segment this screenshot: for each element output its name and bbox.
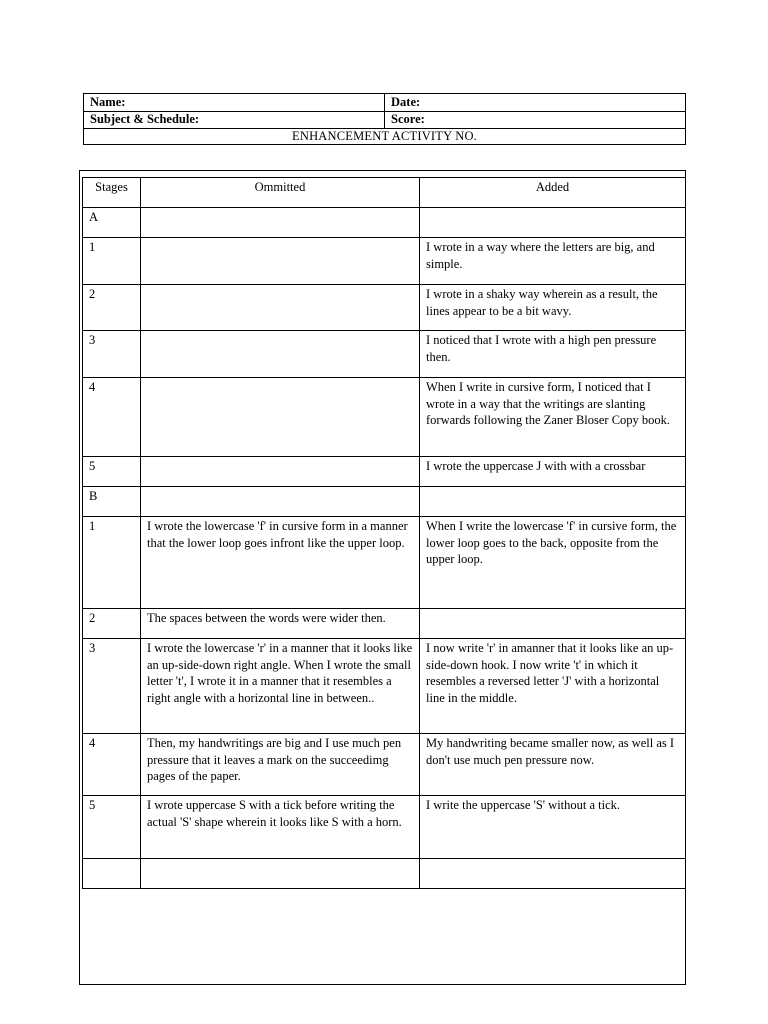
activity-title: ENHANCEMENT ACTIVITY NO.	[292, 129, 477, 143]
omitted-cell	[141, 238, 420, 285]
table-row	[83, 238, 686, 285]
added-cell: I wrote the uppercase J with with a crossbar	[420, 457, 686, 487]
stage-cell: B	[83, 487, 141, 517]
table-row	[83, 517, 686, 609]
omitted-cell	[141, 487, 420, 517]
stage-cell: 2	[83, 609, 141, 639]
added-cell: I wrote in a way where the letters are big, and simple.	[420, 238, 686, 285]
table-row	[83, 609, 686, 639]
stage-cell: 4	[83, 378, 141, 457]
column-header-added: Added	[420, 178, 686, 208]
table-row	[83, 859, 686, 889]
stage-cell: A	[83, 208, 141, 238]
stage-cell: 3	[83, 331, 141, 378]
stage-cell: 1	[83, 517, 141, 609]
header-box	[83, 93, 686, 145]
omitted-cell: Then, my handwritings are big and I use much pen pressure that it leaves a mark on the succeedimg pages of the paper.	[141, 734, 420, 796]
stage-cell: 5	[83, 796, 141, 859]
stages-table	[82, 177, 686, 889]
table-row	[83, 285, 686, 331]
omitted-cell	[141, 285, 420, 331]
stage-cell: 3	[83, 639, 141, 734]
added-cell: When I write the lowercase 'f' in cursive form, the lower loop goes to the back, opposite from the upper loop.	[420, 517, 686, 609]
omitted-cell: I wrote the lowercase 'f' in cursive form in a manner that the lower loop goes infront like the upper loop.	[141, 517, 420, 609]
added-cell: I write the uppercase 'S' without a tick.	[420, 796, 686, 859]
stage-cell	[83, 859, 141, 889]
table-row	[83, 487, 686, 517]
stage-cell: 1	[83, 238, 141, 285]
table-row	[83, 796, 686, 859]
table-header-row	[83, 178, 686, 208]
omitted-cell	[141, 859, 420, 889]
added-cell: My handwriting became smaller now, as well as I don't use much pen pressure now.	[420, 734, 686, 796]
added-cell: When I write in cursive form, I noticed that I wrote in a way that the writings are slanting forwards following the Zaner Bloser Copy book.	[420, 378, 686, 457]
added-cell: I now write 'r' in amanner that it looks like an up-side-down hook. I now write 't' in which it resembles a reversed letter 'J' with a horizontal line in the middle.	[420, 639, 686, 734]
omitted-cell	[141, 208, 420, 238]
omitted-cell	[141, 378, 420, 457]
name-label: Name:	[84, 94, 385, 111]
added-cell	[420, 487, 686, 517]
omitted-cell	[141, 457, 420, 487]
subject-label: Subject & Schedule:	[84, 111, 385, 128]
score-label: Score:	[391, 112, 425, 126]
added-cell	[420, 609, 686, 639]
column-header-omitted: Ommitted	[141, 178, 420, 208]
table-row	[83, 208, 686, 238]
added-cell	[420, 859, 686, 889]
table-row	[83, 639, 686, 734]
stage-cell: 4	[83, 734, 141, 796]
omitted-cell: The spaces between the words were wider then.	[141, 609, 420, 639]
date-label: Date:	[391, 95, 421, 109]
header-row-subject-score	[84, 111, 685, 129]
added-cell	[420, 208, 686, 238]
stage-cell: 2	[83, 285, 141, 331]
table-row	[83, 378, 686, 457]
table-row	[83, 734, 686, 796]
omitted-cell: I wrote uppercase S with a tick before writing the actual 'S' shape wherein it looks like S with a horn.	[141, 796, 420, 859]
table-row	[83, 457, 686, 487]
omitted-cell: I wrote the lowercase 'r' in a manner that it looks like an up-side-down right angle. When I wrote the small letter 't', I wrote it in a manner that it resembles a right angle with a horizontal line in between..	[141, 639, 420, 734]
header-row-name-date	[84, 94, 685, 112]
added-cell: I noticed that I wrote with a high pen pressure then.	[420, 331, 686, 378]
column-header-stages: Stages	[83, 178, 141, 208]
stage-cell: 5	[83, 457, 141, 487]
omitted-cell	[141, 331, 420, 378]
table-row	[83, 331, 686, 378]
added-cell: I wrote in a shaky way wherein as a result, the lines appear to be a bit wavy.	[420, 285, 686, 331]
